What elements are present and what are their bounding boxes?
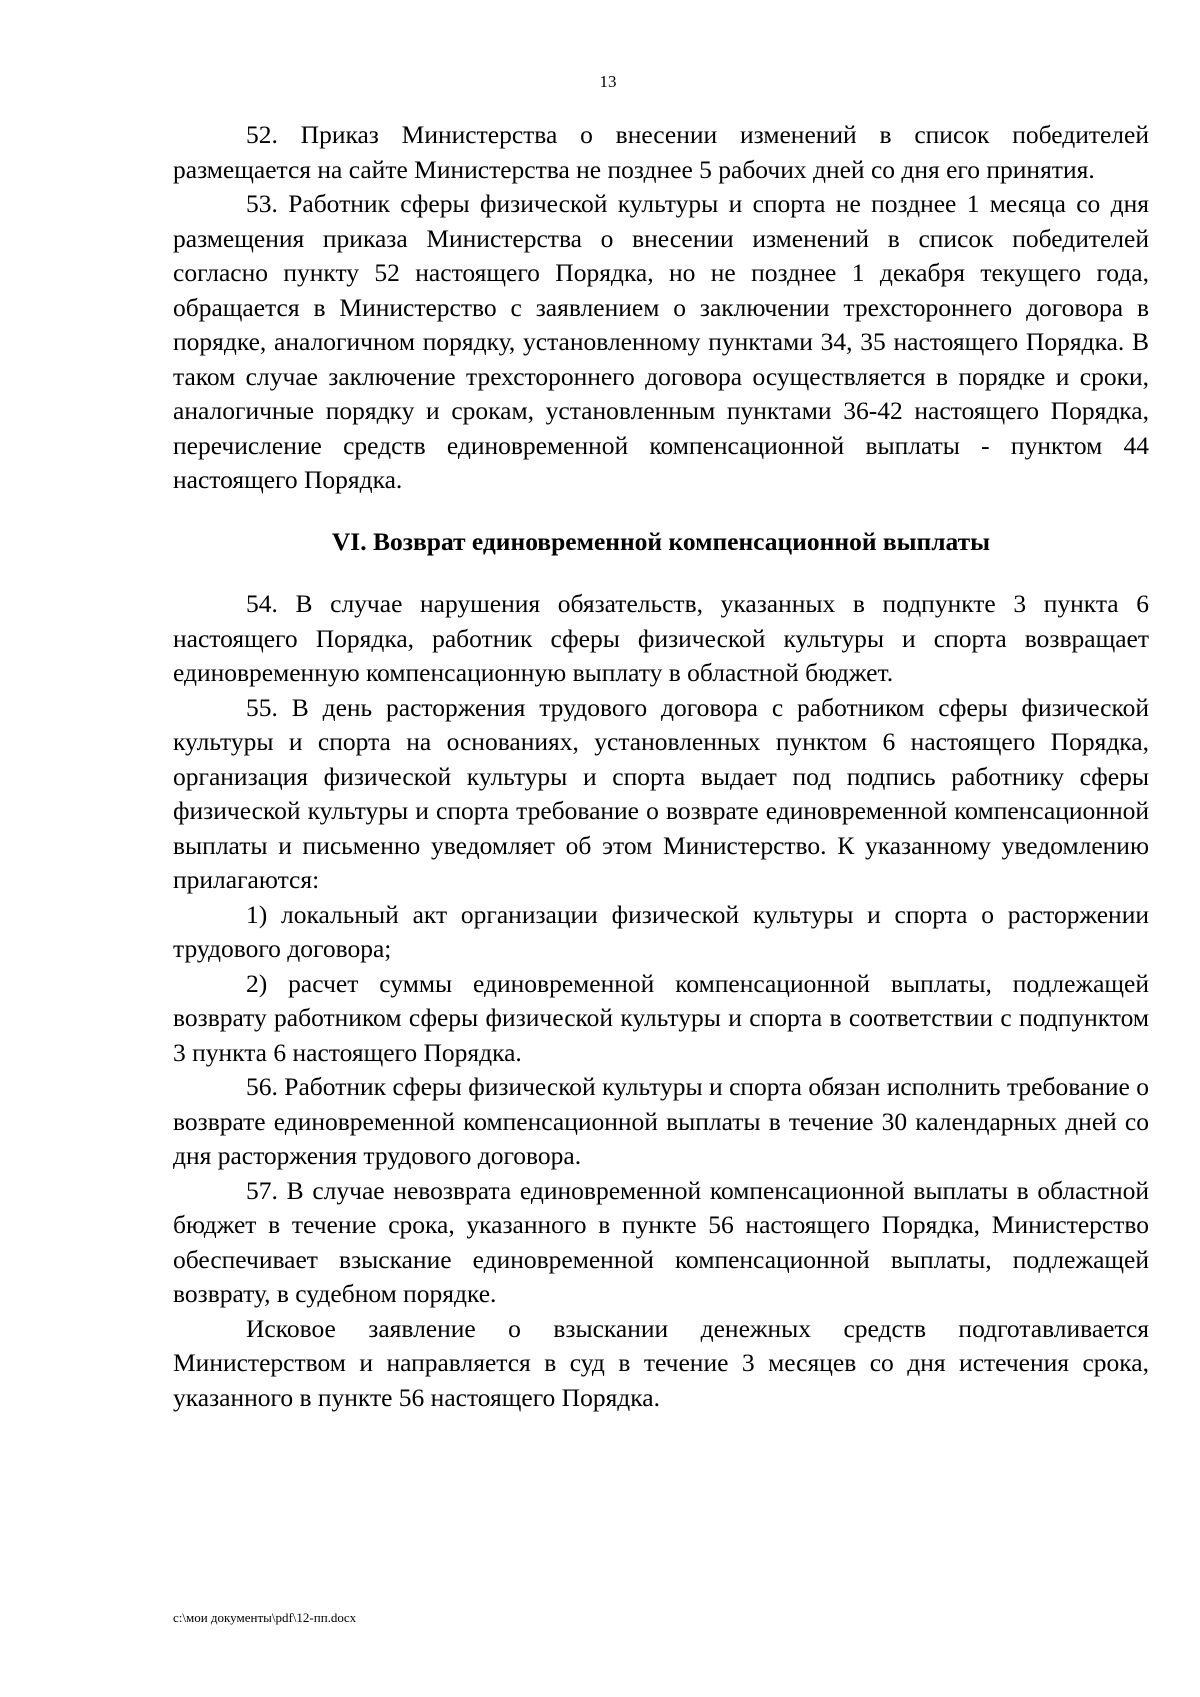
list-item-2: 2) расчет суммы единовременной компенсационной выплаты, подлежащей возврату работником сферы физической культуры и спорта в соответствии с подпунктом 3 пункта 6 настоящего Порядка. <box>173 968 1149 1067</box>
paragraph-56: 56. Работник сферы физической культуры и спорта обязан исполнить требование о возврате единовременной компенсационной выплаты в течение 30 календарных дней со дня расторжения трудового договора. <box>173 1072 1149 1170</box>
paragraph-54: 54. В случае нарушения обязательств, указанных в подпункте 3 пункта 6 настоящего Порядка, работник сферы физической культуры и спорта возвращает единовременную компенсационную выплату в областной бюджет. <box>173 589 1149 687</box>
section-title: VI. Возврат единовременной компенсационной выплаты <box>331 526 991 556</box>
document-body <box>173 118 1149 1415</box>
page-number: 13 <box>599 72 617 91</box>
paragraph-52: 52. Приказ Министерства о внесении изменений в список победителей размещается на сайте Министерства не позднее 5 рабочих дней со дня его принятия. <box>173 120 1149 184</box>
list-item-1: 1) локальный акт организации физической культуры и спорта о расторжении трудового договора; <box>173 899 1149 963</box>
paragraph-claim: Исковое заявление о взыскании денежных средств подготавливается Министерством и направляется в суд в течение 3 месяцев со дня истечения срока, указанного в пункте 56 настоящего Порядка. <box>173 1313 1149 1412</box>
paragraph-57: 57. В случае невозврата единовременной компенсационной выплаты в областной бюджет в течение срока, указанного в пункте 56 настоящего Порядка, Министерство обеспечивает взыскание единовременной компенсационной выплаты, подлежащей возврату, в судебном порядке. <box>173 1175 1149 1308</box>
paragraph-55: 55. В день расторжения трудового договора с работником сферы физической культуры и спорта на основаниях, установленных пунктом 6 настоящего Порядка, организация физической культуры и спорта выдает под подпись работнику сферы физической культуры и спорта требование о возврате единовременной компенсационной выплаты и письменно уведомляет об этом Министерство. К указанному уведомлению прилагаются: <box>173 692 1149 894</box>
paragraph-53: 53. Работник сферы физической культуры и спорта не позднее 1 месяца со дня размещения приказа Министерства о внесении изменений в список победителей согласно пункту 52 настоящего Порядка, но не позднее 1 декабря текущего года, обращается в Министерство с заявлением о заключении трехстороннего договора в порядке, аналогичном порядку, установленному пунктами 34, 35 настоящего Порядка. В таком случае заключение трехстороннего договора осуществляется в порядке и сроки, аналогичные порядку и срокам, установленным пунктами 36-42 настоящего Порядка, перечисление средств единовременной компенсационной выплаты - пунктом 44 настоящего Порядка. <box>173 189 1149 494</box>
footer-file-path: c:\мои документы\pdf\12-пп.docx <box>173 1610 357 1625</box>
